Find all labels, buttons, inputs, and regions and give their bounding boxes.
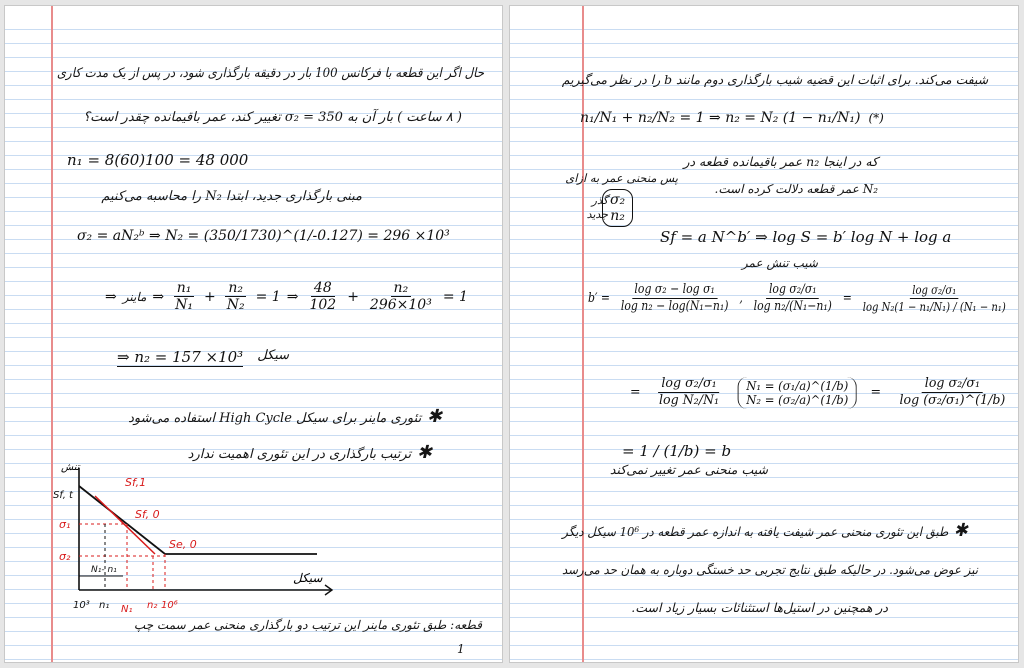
note-high-cycle — [128, 406, 442, 427]
cycle-label: سیکل — [257, 348, 290, 363]
life-curve-note — [565, 171, 678, 185]
question-line-2: ( ۸ ساعت ) بار آن به 350 = σ₂ تغییر کند، عمر باقیمانده چقدر است؟ — [83, 110, 462, 125]
sn-curve-original — [79, 486, 317, 554]
x-tick-n2: n₂ — [147, 600, 158, 611]
numerator: n₂ — [391, 280, 412, 297]
numerator: log σ₂ − log σ₁ — [632, 282, 717, 299]
fraction — [860, 282, 1008, 315]
numerator: n₁ — [174, 280, 195, 297]
life-curve-note-b: N₂ عمر قطعه دلالت کرده است. — [714, 182, 878, 196]
notebook-page-right — [510, 6, 1018, 662]
denominator: N₁ — [175, 297, 194, 313]
denominator: log (σ₂/σ₁)^(1/b) — [899, 393, 1006, 408]
miner-equation: ⇒ ماینر ⇒ $\frac{\text{n₁}}{\text{N₁}}$ + $\frac{\text{n₂}}{\text{N₂}}$ = 1 ⇒ $\frac{48}{102}$ + $\frac{\text{n₂}}{\text{296×10³}}$ = 1 — [105, 280, 468, 313]
denominator: log n₂/(N₁−n₁) — [753, 299, 832, 314]
x-tick-n1: n₁ — [99, 600, 110, 611]
numerator: 48 — [311, 280, 335, 297]
fraction — [367, 280, 435, 313]
sn-diagram — [47, 458, 347, 618]
numerator: log σ₂/σ₁ — [658, 376, 719, 393]
miner-label: ماینر — [122, 289, 147, 304]
slope-label: شیب تنش عمر — [741, 256, 818, 270]
x-tick-10-3: 10³ — [73, 600, 90, 611]
note-order-text: ترتیب بارگذاری در این تئوری اهمیت ندارد — [187, 447, 412, 462]
curve-label-se0: Se, 0 — [169, 538, 197, 551]
sigma2-equation: σ₂ = aN₂ᵇ ⇒ N₂ = (350/1730)^(1/-0.127) = 296 ×10³ — [77, 228, 450, 244]
bprime-derivation: b′ = $\frac{\text{log σ₂ − log σ₁}}{\text{log n₂ − log(N₁−n₁)}}$ , $\frac{\text{log σ₂/σ₁}}{\text{log n₂/(N₁−n₁)}}$ = $\frac{\text{log σ₂/σ₁}}{\text{log N₂(1 − n₁/N₁) / (N₁ − n₁)}}$ — [588, 282, 1010, 315]
y-axis-label: تنش — [61, 462, 80, 473]
denominator: n₂ — [610, 208, 625, 224]
x-tick-10-6: 10⁶ — [161, 600, 178, 611]
question-line-1: حال اگر این قطعه با فرکانس 100 بار در دقیقه بارگذاری شود، در پس از یک مدت کاری — [56, 66, 484, 81]
life-curve-note-c: گذر — [591, 194, 608, 207]
denominator: N₂ — [226, 297, 245, 313]
star-icon: ✱ — [948, 520, 968, 541]
x-tick-N1: N₁ — [121, 604, 133, 615]
result-equation: = 1 / (1/b) = b — [622, 442, 732, 460]
denominator: 296×10³ — [369, 297, 432, 313]
final-paragraph-2: نیز عوض می‌شود. در حالیکه طبق نتایج تجربی حد خستگی دوباره به همان حد می‌رسد — [562, 562, 978, 577]
sigma1-label: σ₁ — [59, 518, 71, 531]
fraction — [224, 280, 248, 313]
intro-line: شیفت می‌کند. برای اثبات این قضیه شیب بارگذاری دوم مانند b را در نظر می‌گیریم — [561, 72, 988, 87]
interval-label: N₁- n₁ — [91, 565, 117, 575]
equals-one: = 1 — [442, 288, 468, 305]
fraction — [306, 280, 339, 313]
caption: قطعه: طبق تئوری ماینر این ترتیب دو بارگذاری منحنی عمر سمت چپ — [133, 618, 482, 632]
n2-result — [117, 348, 289, 367]
x-axis-label: سیکل — [293, 571, 323, 585]
notebook-page-left — [5, 6, 502, 662]
numerator: log σ₂/σ₁ — [766, 282, 819, 299]
note-high-cycle-text: تئوری ماینر برای سیکل High Cycle استفاده می‌شود — [128, 411, 422, 426]
final-paragraph-3: در همچنین در استیل‌ها استثنائات بسیار زیاد است. — [631, 600, 888, 615]
sn-curve-shifted — [95, 496, 155, 554]
substitution-line: = $\frac{\text{log σ₂/σ₁}}{\text{log N₂/N₁}}$ N₁ = (σ₁/a)^(1/b) N₂ = (σ₂/a)^(1/b) = $\frac{\text{log σ₂/σ₁}}{\text{log (σ₂/σ₁)\textasciicircum{}(1/b)}}$ — [630, 376, 1010, 409]
paren-N2: N₂ = (σ₂/a)^(1/b) — [746, 392, 849, 407]
fraction — [618, 282, 731, 315]
fraction — [751, 282, 834, 315]
numerator: σ₂ — [610, 192, 626, 208]
miner-equation-text: n₁/N₁ + n₂/N₂ = 1 ⇒ n₂ = N₂ (1 − n₁/N₁) — [580, 110, 861, 126]
equals-one: = 1 — [255, 288, 281, 305]
remaining-life-note: که در اینجا n₂ عمر باقیمانده قطعه در — [683, 154, 878, 169]
numerator: log σ₂/σ₁ — [922, 376, 983, 393]
n2-result-value: ⇒ n₂ = 157 ×10³ — [117, 348, 244, 366]
curve-label-sf0: Sf, 0 — [135, 508, 160, 521]
n2-intro-note: مبنی بارگذاری جدید، ابتدا N₂ را محاسبه می‌کنیم — [101, 189, 362, 204]
denominator: 102 — [309, 297, 337, 313]
equation-tag: (*) — [868, 111, 884, 125]
final-paragraph-1-text: طبق این تئوری منحنی عمر شیفت یافته به اندازه عمر قطعه در 10⁶ سیکل دیگر — [562, 524, 949, 539]
final-paragraph-1 — [562, 520, 968, 541]
denominator: log n₂ − log(N₁−n₁) — [620, 299, 729, 314]
result-note: شیب منحنی عمر تغییر نمی‌کند — [609, 462, 768, 477]
fraction — [172, 280, 196, 313]
star-icon: ✱ — [411, 442, 432, 463]
numerator: log σ₂/σ₁ — [910, 282, 959, 299]
denominator: log N₂/N₁ — [658, 393, 720, 408]
star-icon: ✱ — [421, 406, 442, 427]
sigma2-label: σ₂ — [59, 550, 71, 563]
fraction — [897, 376, 1009, 409]
life-curve-note-d: جدید — [586, 208, 608, 221]
numerator: n₂ — [225, 280, 246, 297]
paren-N1: N₁ = (σ₁/a)^(1/b) — [746, 378, 849, 393]
sf-label: Sf, t — [53, 490, 73, 501]
curve-label-sf1: Sf,1 — [125, 476, 147, 489]
power-law-equation: Sf = a N^b′ ⇒ log S = b′ log N + log a — [660, 228, 952, 246]
fraction — [656, 376, 722, 409]
n1-equation: n₁ = 8(60)100 = 48 000 — [67, 151, 249, 169]
page-number: 1 — [457, 642, 465, 656]
denominator: log N₂(1 − n₁/N₁) / (N₁ − n₁) — [862, 300, 1006, 314]
life-curve-note-a: پس منحنی عمر به ازای — [565, 171, 678, 185]
miner-equation-right — [580, 110, 884, 126]
